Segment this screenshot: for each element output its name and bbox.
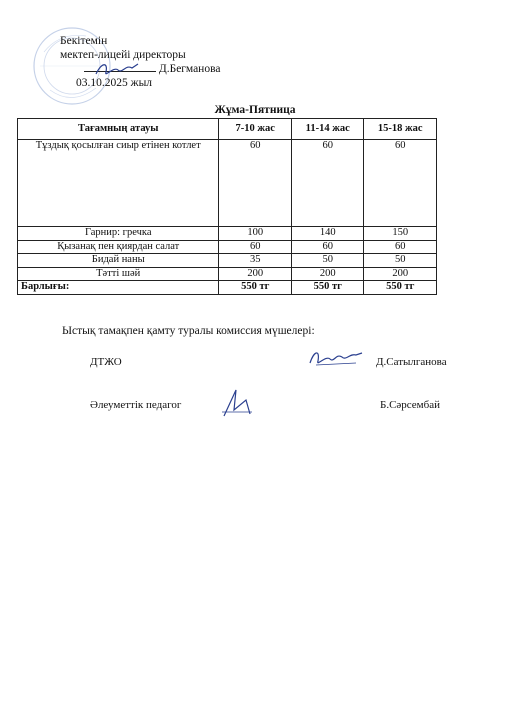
day-title: Жұма-Пятница <box>214 104 296 116</box>
header-age-11-14: 11-14 жас <box>291 119 364 140</box>
commission-title: Ыстық тамақпен қамту туралы комиссия мүшелері: <box>62 325 315 337</box>
value-11-14: 60 <box>291 240 364 254</box>
total-15-18: 550 тг <box>364 281 437 295</box>
value-7-10: 200 <box>219 267 292 281</box>
value-7-10: 35 <box>219 254 292 268</box>
value-11-14: 50 <box>291 254 364 268</box>
menu-table <box>17 118 437 295</box>
value-7-10: 60 <box>219 140 292 227</box>
table-row <box>18 240 437 254</box>
dish-name: Бидай наны <box>18 254 219 268</box>
member-name: Д.Сатылганова <box>376 356 447 368</box>
director-signature-icon <box>92 58 142 80</box>
value-15-18: 50 <box>364 254 437 268</box>
table-header-row <box>18 119 437 140</box>
director-name: Д.Бегманова <box>158 63 221 75</box>
member-role: ДТЖО <box>90 356 122 368</box>
approval-title: Бекітемін <box>60 35 108 47</box>
approval-date: 03.10.2025 жыл <box>76 77 153 89</box>
table-row <box>18 227 437 241</box>
dish-name: Тәтті шәй <box>18 267 219 281</box>
value-11-14: 200 <box>291 267 364 281</box>
total-label: Барлығы: <box>18 281 219 295</box>
value-7-10: 100 <box>219 227 292 241</box>
value-7-10: 60 <box>219 240 292 254</box>
value-15-18: 60 <box>364 140 437 227</box>
member-name: Б.Сәрсембай <box>380 399 441 411</box>
total-11-14: 550 тг <box>291 281 364 295</box>
header-age-7-10: 7-10 жас <box>219 119 292 140</box>
approval-position: мектеп-лицейі директоры <box>60 49 186 61</box>
member-signature-icon <box>306 345 366 371</box>
table-row <box>18 267 437 281</box>
dish-name: Гарнир: гречка <box>18 227 219 241</box>
value-15-18: 200 <box>364 267 437 281</box>
member-role: Әлеуметтік педагог <box>90 399 182 411</box>
value-15-18: 150 <box>364 227 437 241</box>
value-11-14: 140 <box>291 227 364 241</box>
total-row <box>18 281 437 295</box>
table-row <box>18 140 437 227</box>
value-15-18: 60 <box>364 240 437 254</box>
header-age-15-18: 15-18 жас <box>364 119 437 140</box>
dish-name: Қызанақ пен қиярдан салат <box>18 240 219 254</box>
table-row <box>18 254 437 268</box>
value-11-14: 60 <box>291 140 364 227</box>
header-dish: Тағамның атауы <box>18 119 219 140</box>
total-7-10: 550 тг <box>219 281 292 295</box>
dish-name: Тұздық қосылған сиыр етінен котлет <box>18 140 219 227</box>
member-signature-icon <box>218 386 254 422</box>
